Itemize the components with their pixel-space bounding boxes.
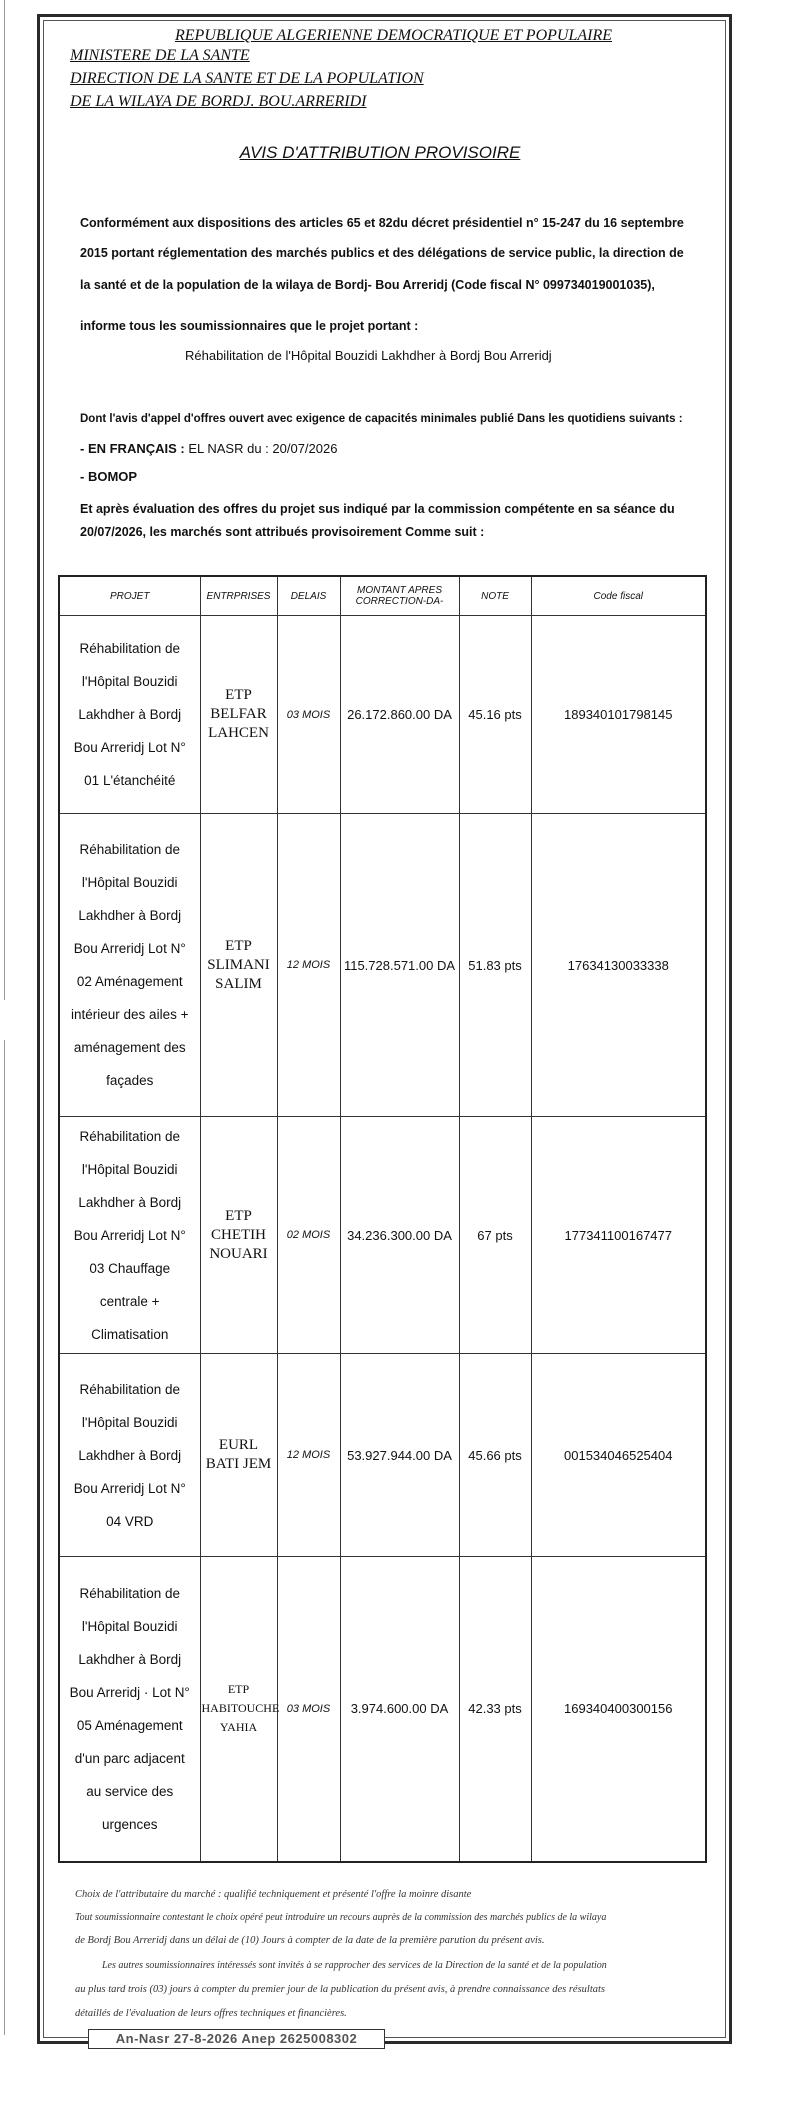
header-code: Code fiscal — [531, 576, 706, 616]
cell-montant: 26.172.860.00 DA — [340, 616, 459, 814]
page-title: AVIS D'ATTRIBUTION PROVISOIRE — [239, 143, 521, 162]
attribution-table — [58, 575, 707, 1863]
cell-projet: Réhabilitation de l'Hôpital Bouzidi Lakhdher à Bordj Bou Arreridj Lot N° 03 Chauffage centrale + Climatisation — [59, 1117, 200, 1354]
header-delais: DELAIS — [277, 576, 340, 616]
cell-entreprise: ETP CHETIH NOUARI — [200, 1117, 277, 1354]
appel-bomop: - BOMOP — [80, 469, 138, 484]
eval-line-2: 20/07/2026, les marchés sont attribués provisoirement Comme suit : — [80, 525, 485, 539]
eval-line-1: Et après évaluation des offres du projet sus indiqué par la commission compétente en sa séance du — [80, 502, 675, 516]
appel-line-1: Dont l'avis d'appel d'offres ouvert avec exigence de capacités minimales publié Dans les quotidiens suivants : — [80, 413, 683, 425]
cell-montant: 34.236.300.00 DA — [340, 1117, 459, 1354]
header-wilaya: DE LA WILAYA DE BORDJ. BOU.ARRERIDI — [70, 93, 367, 110]
cell-note: 45.16 pts — [459, 616, 531, 814]
header-republic: REPUBLIQUE ALGERIENNE DEMOCRATIQUE ET POPULAIRE — [175, 27, 612, 44]
footer-line-3: de Bordj Bou Arreridj dans un délai de (10) Jours à compter de la date de la première parution du présent avis. — [75, 1935, 545, 1946]
scan-edge-bottom — [4, 1040, 8, 2035]
appel-french-value: EL NASR du : 20/07/2026 — [188, 441, 338, 456]
footer-line-6: détaillés de l'évaluation de leurs offres techniques et financières. — [75, 2008, 347, 2019]
header-montant: MONTANT APRES CORRECTION-DA- — [340, 576, 459, 616]
table-row — [59, 1354, 706, 1557]
cell-delai: 03 MOIS — [277, 616, 340, 814]
footer-line-1: Choix de l'attributaire du marché : qualifié techniquement et présenté l'offre la moinre disante — [75, 1889, 472, 1900]
cell-projet: Réhabilitation de l'Hôpital Bouzidi Lakhdher à Bordj Bou Arreridj · Lot N° 05 Aménagement d'un parc adjacent au service des urgences — [59, 1557, 200, 1862]
footer-line-2: Tout soumissionnaire contestant le choix opéré peut introduire un recours auprès de la commission des marchés publics de la wilaya — [75, 1912, 607, 1923]
cell-code: 189340101798145 — [531, 616, 706, 814]
cell-code: 17634130033338 — [531, 814, 706, 1117]
table-row — [59, 814, 706, 1117]
cell-montant: 3.974.600.00 DA — [340, 1557, 459, 1862]
cell-entreprise: EURL BATI JEM — [200, 1354, 277, 1557]
cell-projet: Réhabilitation de l'Hôpital Bouzidi Lakhdher à Bordj Bou Arreridj Lot N° 02 Aménagement intérieur des ailes + aménagement des façades — [59, 814, 200, 1117]
intro-line-3: la santé et de la population de la wilaya de Bordj- Bou Arreridj (Code fiscal N° 099734019001035), — [80, 278, 655, 292]
header-note: NOTE — [459, 576, 531, 616]
cell-code: 169340400300156 — [531, 1557, 706, 1862]
footer-line-4: Les autres soumissionnaires intéressés sont invités à se rapprocher des services de la Direction de la santé et de la population — [102, 1960, 607, 1971]
cell-note: 51.83 pts — [459, 814, 531, 1117]
cell-delai: 02 MOIS — [277, 1117, 340, 1354]
cell-note: 67 pts — [459, 1117, 531, 1354]
cell-montant: 115.728.571.00 DA — [340, 814, 459, 1117]
cell-delai: 12 MOIS — [277, 814, 340, 1117]
intro-line-1: Conformément aux dispositions des articles 65 et 82du décret présidentiel n° 15-247 du 16 septembre — [80, 216, 684, 230]
cell-delai: 12 MOIS — [277, 1354, 340, 1557]
cell-delai: 03 MOIS — [277, 1557, 340, 1862]
publication-stamp: An-Nasr 27-8-2026 Anep 2625008302 — [88, 2029, 385, 2049]
cell-code: 001534046525404 — [531, 1354, 706, 1557]
table-row — [59, 1557, 706, 1862]
header-projet: PROJET — [59, 576, 200, 616]
cell-entreprise: ETP BELFAR LAHCEN — [200, 616, 277, 814]
table-row — [59, 1117, 706, 1354]
intro-project: Réhabilitation de l'Hôpital Bouzidi Lakhdher à Bordj Bou Arreridj — [185, 348, 552, 363]
header-direction: DIRECTION DE LA SANTE ET DE LA POPULATION — [70, 70, 424, 87]
cell-note: 45.66 pts — [459, 1354, 531, 1557]
table-row — [59, 616, 706, 814]
cell-projet: Réhabilitation de l'Hôpital Bouzidi Lakhdher à Bordj Bou Arreridj Lot N° 04 VRD — [59, 1354, 200, 1557]
cell-entreprise: ETP SLIMANI SALIM — [200, 814, 277, 1117]
appel-french-label: - EN FRANÇAIS : — [80, 441, 185, 456]
cell-montant: 53.927.944.00 DA — [340, 1354, 459, 1557]
cell-code: 177341100167477 — [531, 1117, 706, 1354]
header-ministry: MINISTERE DE LA SANTE — [70, 47, 250, 64]
intro-line-4: informe tous les soumissionnaires que le projet portant : — [80, 319, 419, 333]
cell-entreprise: ETP HABITOUCHE YAHIA — [200, 1557, 277, 1862]
cell-projet: Réhabilitation de l'Hôpital Bouzidi Lakhdher à Bordj Bou Arreridj Lot N° 01 L'étanchéité — [59, 616, 200, 814]
cell-note: 42.33 pts — [459, 1557, 531, 1862]
table-header-row — [59, 576, 706, 616]
header-entreprises: ENTRPRISES — [200, 576, 277, 616]
footer-line-5: au plus tard trois (03) jours à compter du premier jour de la publication du présent avis, à prendre connaissance des résultats — [75, 1984, 606, 1995]
intro-line-2: 2015 portant réglementation des marchés publics et des délégations de service public, la direction de — [80, 246, 684, 260]
scan-edge-top — [4, 0, 8, 1000]
appel-french — [80, 441, 337, 456]
